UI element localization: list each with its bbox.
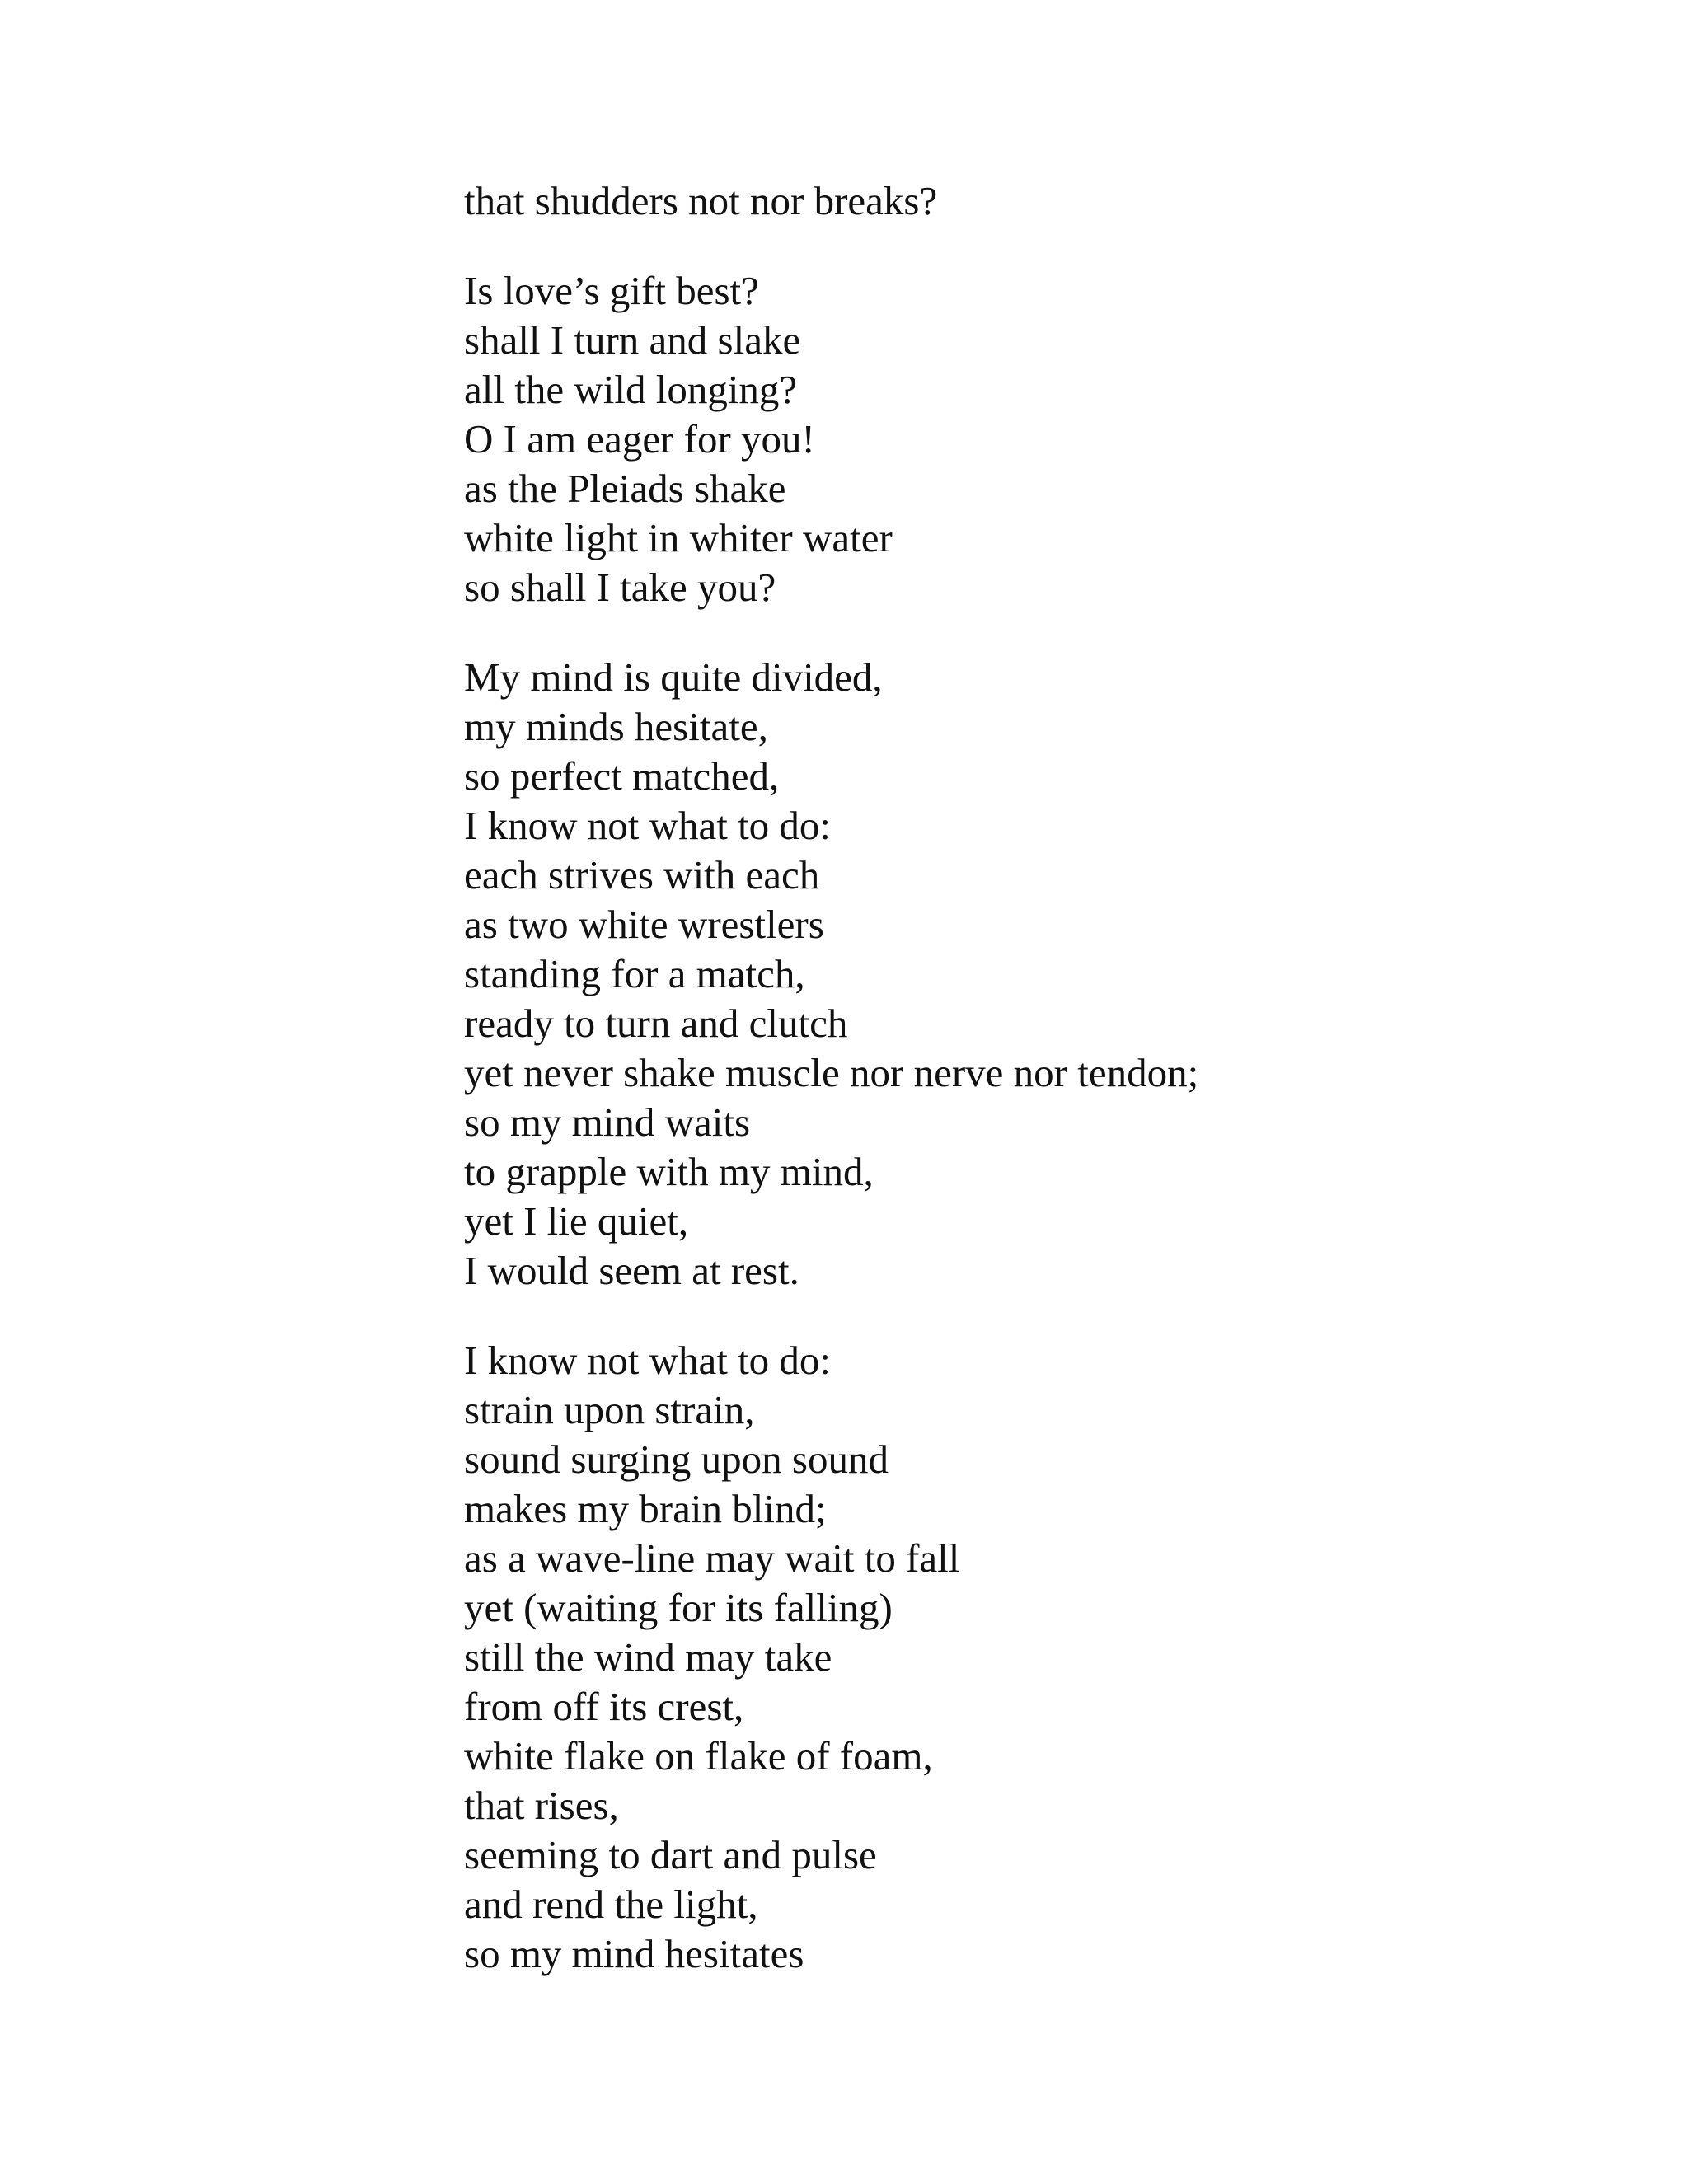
poem-line: and rend the light, [464, 1882, 758, 1927]
poem-line: shall I turn and slake [464, 317, 801, 363]
poem-line: O I am eager for you! [464, 416, 815, 462]
poem-line: strain upon strain, [464, 1387, 755, 1432]
poem-line: to grapple with my mind, [464, 1149, 874, 1194]
poem-line: makes my brain blind; [464, 1486, 827, 1531]
poem-line: I would seem at rest. [464, 1248, 799, 1293]
poem-line: as a wave-line may wait to fall [464, 1535, 960, 1581]
poem-line: white light in whiter water [464, 515, 893, 560]
poem-line: ready to turn and clutch [464, 1001, 848, 1046]
stanza-2 [464, 266, 1198, 612]
page-viewport [0, 178, 1688, 1976]
poem-line: as two white wrestlers [464, 902, 824, 947]
poem-line: that shudders not nor breaks? [464, 178, 938, 223]
poem-line: each strives with each [464, 852, 820, 898]
poem-line: still the wind may take [464, 1634, 832, 1680]
poem-line: as the Pleiads shake [464, 466, 786, 511]
poem-line: all the wild longing? [464, 367, 798, 412]
poem-line: I know not what to do: [464, 803, 832, 848]
poem-line: sound surging upon sound [464, 1436, 889, 1482]
poem-line: my minds hesitate, [464, 704, 768, 749]
poem-line: seeming to dart and pulse [464, 1832, 877, 1877]
stanza-1 [464, 176, 1198, 226]
poem-line: yet (waiting for its falling) [464, 1585, 893, 1630]
poem-line: so my mind hesitates [464, 1931, 804, 1976]
poem-line: from off its crest, [464, 1684, 744, 1729]
poem-line: I know not what to do: [464, 1338, 832, 1383]
poem-line: My mind is quite divided, [464, 654, 883, 700]
stanza-4 [464, 1336, 1198, 1979]
poem-line: yet never shake muscle nor nerve nor tendon; [464, 1050, 1199, 1095]
poem-line: so perfect matched, [464, 753, 780, 799]
poem-line: Is love’s gift best? [464, 268, 759, 313]
poem-line: that rises, [464, 1783, 619, 1828]
poem-line: white flake on flake of foam, [464, 1733, 933, 1779]
poem-text [464, 176, 1198, 2019]
stanza-3 [464, 653, 1198, 1296]
poem-line: so my mind waits [464, 1099, 751, 1145]
poem-line: yet I lie quiet, [464, 1198, 689, 1244]
poem-line: standing for a match, [464, 951, 805, 996]
poem-line: so shall I take you? [464, 565, 776, 610]
